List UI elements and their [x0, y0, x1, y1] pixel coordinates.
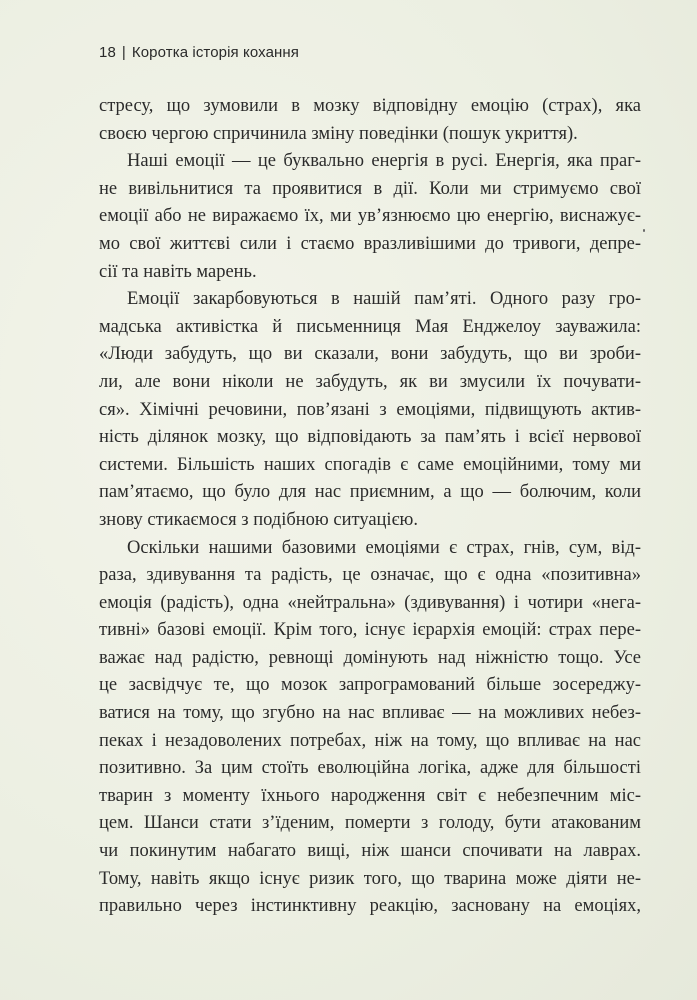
text-line: Оскільки нашими базовими емоціями є страх, гнів, сум, від-: [127, 537, 641, 558]
text-line: мо свої життєві сили і стаємо вразливішими до тривоги, депре-: [99, 233, 641, 254]
running-header: [99, 44, 299, 61]
text-line: не вивільнитися та проявитися в дії. Коли ми стримуємо свої: [99, 178, 641, 199]
text-line: Тому, навіть якщо існує ризик того, що тварина може діяти не-: [99, 868, 641, 889]
text-line: мадська активістка й письменниця Мая Енджелоу зауважила:: [99, 316, 641, 337]
text-line: знову стикаємося з подібною ситуацією.: [99, 509, 418, 530]
header-separator: |: [121, 44, 126, 61]
text-line: тивні» базові емоції. Крім того, існує ієрархія емоцій: страх пере-: [99, 620, 641, 641]
page-number: 18: [99, 44, 116, 61]
text-line: ся». Хімічні речовини, пов’язані з емоціями, підвищують актив-: [99, 399, 641, 420]
book-title: Коротка історія кохання: [131, 44, 300, 61]
text-line: ли, але вони ніколи не забудуть, як ви змусили їх почувати-: [99, 371, 641, 392]
paper-speck: [643, 229, 645, 232]
body-text: [99, 93, 641, 921]
text-line: системи. Більшість наших спогадів є саме емоційними, тому ми: [99, 454, 641, 475]
text-line: правильно через інстинктивну реакцію, засновану на емоціях,: [99, 896, 641, 917]
text-line: раза, здивування та радість, це означає, що є одна «позитивна»: [99, 565, 641, 586]
text-line: своєю чергою спричинила зміну поведінки (пошук укриття).: [99, 123, 578, 144]
text-line: «Люди забудуть, що ви сказали, вони забудуть, що ви зроби-: [99, 344, 641, 365]
text-line: Емоції закарбовуються в нашій пам’яті. Одного разу гро-: [127, 289, 641, 310]
text-line: цем. Шанси стати з’їденим, померти з голоду, бути атакованим: [99, 813, 641, 834]
text-line: стресу, що зумовили в мозку відповідну емоцію (страх), яка: [99, 96, 641, 116]
text-line: емоції або не виражаємо їх, ми ув’язнюємо цю енергію, виснажує-: [99, 206, 641, 227]
text-line: Наші емоції — це буквально енергія в русі. Енергія, яка праг-: [127, 151, 641, 172]
text-line: чи покинутим набагато вищі, ніж шанси спочивати на лаврах.: [99, 841, 641, 862]
text-line: пеках і незадоволених потребах, ніж на тому, що впливає на нас: [99, 730, 641, 751]
text-line: тварин з моменту їхнього народження світ є небезпечним міс-: [99, 785, 641, 806]
text-line: ність ділянок мозку, що відповідають за пам’ять і всієї нервової: [99, 427, 641, 448]
text-line: ватися на тому, що згубно на нас впливає — на можливих небез-: [99, 703, 641, 724]
text-line: важає над радістю, ревнощі домінують над ніжністю тощо. Усе: [99, 647, 641, 668]
text-line: пам’ятаємо, що було для нас приємним, а що — болючим, коли: [99, 482, 641, 503]
text-line: позитивно. За цим стоїть еволюційна логіка, адже для більшості: [99, 758, 641, 779]
text-line: емоція (радість), одна «нейтральна» (здивування) і чотири «нега-: [99, 592, 641, 613]
text-line: сії та навіть марень.: [99, 261, 257, 282]
text-line: це засвідчує те, що мозок запрограмований більше зосереджу-: [99, 675, 641, 696]
